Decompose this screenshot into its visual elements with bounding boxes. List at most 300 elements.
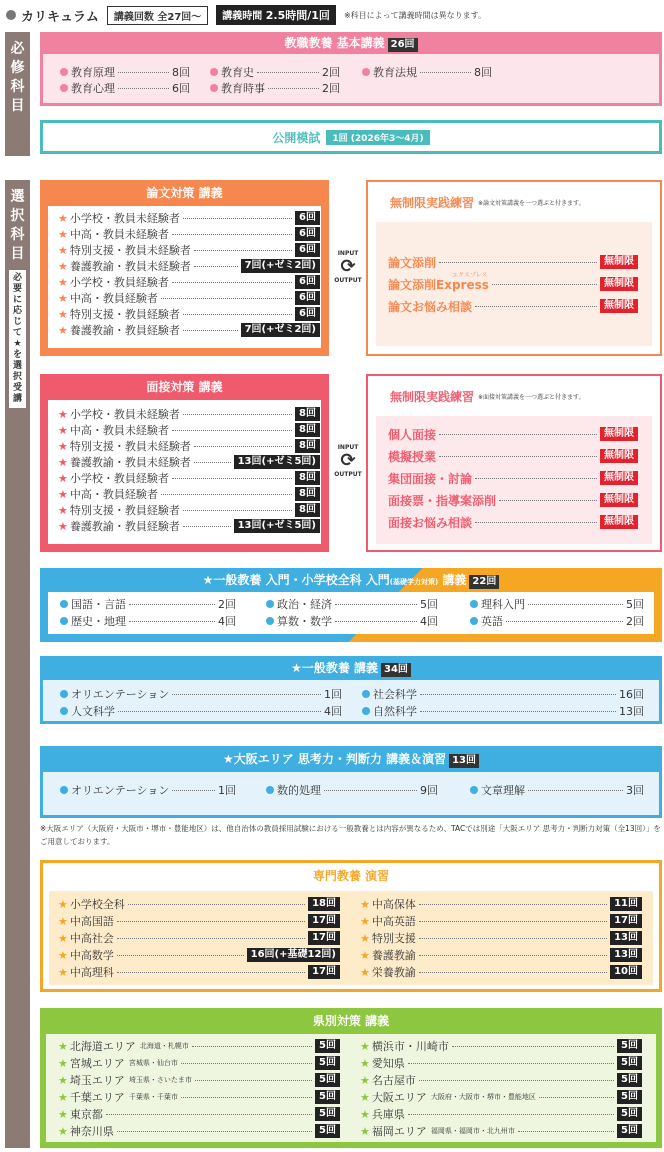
ken-item <box>58 1123 340 1139</box>
star-icon: ★ <box>360 1107 370 1121</box>
mogi-badge: 1回 (2026年3〜4月) <box>326 130 429 145</box>
star-icon: ★ <box>58 1090 68 1104</box>
star-icon: ★ <box>58 914 68 928</box>
leader-dots <box>335 621 417 622</box>
item-count: 無制限 <box>600 515 638 529</box>
leader-dots <box>172 282 292 283</box>
item-count: 5回 <box>617 1039 642 1053</box>
item-count: 8回 <box>295 439 320 453</box>
star-icon: ★ <box>58 243 68 257</box>
leader-dots <box>528 604 623 605</box>
star-icon: ★ <box>58 1039 68 1053</box>
item-count: 3回 <box>626 784 644 797</box>
ronbun-practice-title: 無制限実践練習 <box>390 196 475 210</box>
star-icon: ★ <box>58 948 68 962</box>
star-icon: ★ <box>360 914 370 928</box>
ronbun-item <box>58 226 320 242</box>
item-name: 個人面接 <box>388 427 437 442</box>
leader-dots <box>475 522 597 523</box>
item-name: 養護教諭・教員未経験者 <box>69 456 191 469</box>
ippan1-title2: 講義 <box>442 573 467 587</box>
item-count: 13回(+ゼミ5回) <box>234 519 320 533</box>
leader-dots <box>117 921 305 922</box>
leader-dots <box>183 218 292 219</box>
item-count: 18回 <box>308 897 340 911</box>
leader-dots <box>335 604 417 605</box>
ken-title: 県別対策 講義 <box>312 1014 390 1028</box>
item-name: 兵庫県 <box>371 1108 405 1121</box>
star-icon: ★ <box>58 227 68 241</box>
kyoshoku-item <box>210 64 340 80</box>
leader-dots <box>419 938 607 939</box>
item-name: 養護教諭 <box>371 949 416 962</box>
item-count: 1回 <box>218 784 236 797</box>
leader-dots <box>420 694 616 695</box>
ippan1-item <box>470 596 644 612</box>
item-name: 栄養教諭 <box>371 966 416 979</box>
mensetsu-practice-item <box>388 470 638 486</box>
mensetsu-title: 面接対策 講義 <box>40 374 329 400</box>
item-name: 愛知県 <box>371 1057 405 1070</box>
leader-dots <box>439 434 597 435</box>
express-ruby: エクスプレス <box>452 272 488 279</box>
star-icon: ★ <box>360 1056 370 1070</box>
star-icon: ★ <box>58 897 68 911</box>
mensetsu-practice-item <box>388 514 638 530</box>
item-count: 8回 <box>295 503 320 517</box>
item-sub: 埼玉県・さいたま市 <box>128 1076 192 1084</box>
ken-item <box>360 1123 642 1139</box>
item-count: 5回 <box>315 1107 340 1121</box>
star-icon: ★ <box>58 259 68 273</box>
star-icon: ★ <box>58 1107 68 1121</box>
kyoshoku-badge: 26回 <box>388 38 418 52</box>
item-count: 17回 <box>610 914 642 928</box>
item-count: 11回 <box>610 897 642 911</box>
item-count: 17回 <box>308 931 340 945</box>
input-output-icon: INPUT ⟳ OUTPUT <box>334 250 362 284</box>
bullet-icon <box>470 786 478 794</box>
ken-item <box>360 1106 642 1122</box>
ronbun-practice-item <box>388 276 638 292</box>
item-name: 面接お悩み相談 <box>388 515 473 530</box>
senmon-item <box>360 964 642 980</box>
item-name: 中高理科 <box>69 966 114 979</box>
item-name: 中高・教員経験者 <box>69 488 158 501</box>
item-name: 中高・教員未経験者 <box>69 424 169 437</box>
bullet-icon <box>6 10 16 20</box>
leader-dots <box>539 1097 614 1098</box>
ippan1-small: (基礎学力対策) <box>389 578 439 586</box>
item-count: 5回 <box>617 1107 642 1121</box>
item-count: 13回(+ゼミ5回) <box>234 455 320 469</box>
item-count: 8回 <box>295 423 320 437</box>
leader-dots <box>183 526 231 527</box>
leader-dots <box>194 446 292 447</box>
item-sub: 北海道・札幌市 <box>139 1042 189 1050</box>
bullet-icon <box>60 617 68 625</box>
item-name: 論文お悩み相談 <box>388 299 473 314</box>
item-name: 埼玉エリア <box>69 1074 125 1087</box>
leader-dots <box>129 621 215 622</box>
item-name: 人文科学 <box>71 705 115 718</box>
item-name: 神奈川県 <box>69 1125 114 1138</box>
ronbun-title: 論文対策 講義 <box>40 180 329 206</box>
star-icon: ★ <box>58 519 68 533</box>
item-name: 中高英語 <box>371 915 416 928</box>
item-count: 5回 <box>315 1039 340 1053</box>
item-name: 政治・経済 <box>277 598 332 611</box>
curriculum-header <box>6 6 486 24</box>
ken-item <box>58 1106 340 1122</box>
item-name: 大阪エリア <box>371 1091 427 1104</box>
item-name: 横浜市・川崎市 <box>371 1040 449 1053</box>
leader-dots <box>506 621 623 622</box>
mensetsu-practice-item <box>388 492 638 508</box>
item-name: 中高国語 <box>69 915 114 928</box>
ippan2-title: ★一般教養 講義 <box>291 661 378 675</box>
ronbun-item <box>58 242 320 258</box>
ken-item <box>58 1055 340 1071</box>
mensetsu-item <box>58 502 320 518</box>
leader-dots <box>419 955 607 956</box>
bullet-icon <box>60 707 68 715</box>
item-count: 8回 <box>295 487 320 501</box>
ronbun-item <box>58 258 320 274</box>
leader-dots <box>439 456 597 457</box>
ippan2-item <box>60 686 342 702</box>
leader-dots <box>181 1097 312 1098</box>
star-icon: ★ <box>58 439 68 453</box>
star-icon: ★ <box>58 423 68 437</box>
bullet-icon <box>362 707 370 715</box>
leader-dots <box>528 790 623 791</box>
bullet-icon <box>362 690 370 698</box>
leader-dots <box>195 1080 312 1081</box>
bullet-icon <box>60 690 68 698</box>
item-name: 模擬授業 <box>388 449 437 464</box>
osaka-title: ★大阪エリア 思考力・判断力 講義＆演習 <box>222 752 447 766</box>
item-count: 5回 <box>617 1124 642 1138</box>
curriculum-label: カリキュラム <box>21 9 99 25</box>
ippan1-item <box>60 596 236 612</box>
ippan2-item <box>362 703 644 719</box>
leader-dots <box>117 972 305 973</box>
item-count: 10回 <box>610 965 642 979</box>
ronbun-item <box>58 210 320 226</box>
senmon-item <box>58 896 340 912</box>
item-name: 教育心理 <box>71 82 115 95</box>
item-count: 2回 <box>322 66 340 79</box>
item-name: 中高・教員未経験者 <box>69 228 169 241</box>
item-name: 国語・言語 <box>71 598 126 611</box>
leader-dots <box>419 921 607 922</box>
item-count: 1回 <box>324 688 342 701</box>
ippan2-badge: 34回 <box>381 663 411 677</box>
item-count: 8回 <box>295 471 320 485</box>
ken-item <box>58 1072 340 1088</box>
bullet-icon <box>470 617 478 625</box>
item-count: 16回(+基礎12回) <box>247 948 340 962</box>
leader-dots <box>194 250 292 251</box>
mogi-section <box>40 120 662 154</box>
star-icon: ★ <box>58 931 68 945</box>
lecture-count-box: 講義回数 全27回〜 <box>107 6 208 25</box>
leader-dots <box>183 314 292 315</box>
item-count: 17回 <box>308 914 340 928</box>
senmon-item <box>58 930 340 946</box>
ronbun-practice-note: ※論文対策講義を一つ選ぶと付きます。 <box>478 200 585 207</box>
bullet-icon <box>470 600 478 608</box>
leader-dots <box>181 1063 312 1064</box>
leader-dots <box>194 266 238 267</box>
kyoshoku-item <box>210 80 340 96</box>
item-name: 特別支援・教員未経験者 <box>69 244 191 257</box>
star-icon: ★ <box>58 455 68 469</box>
item-count: 無制限 <box>600 277 638 291</box>
mensetsu-item <box>58 422 320 438</box>
star-icon: ★ <box>58 407 68 421</box>
bullet-icon <box>60 84 68 92</box>
star-icon: ★ <box>58 471 68 485</box>
ippan2-item <box>60 703 342 719</box>
item-count: 6回 <box>295 243 320 257</box>
star-icon: ★ <box>58 291 68 305</box>
item-name: 中高数学 <box>69 949 114 962</box>
kyoshoku-title: 教職教養 基本講義 <box>284 36 385 50</box>
star-icon: ★ <box>360 897 370 911</box>
item-sub: 福岡県・福岡市・北九州市 <box>430 1127 515 1135</box>
osaka-note: ※大阪エリア（大阪府・大阪市・堺市・豊能地区）は、他自治体の教員採用試験における一般教養とは内容が異なるため、TACでは別途「大阪エリア 思考力・判断力対策（全13回）」をご用意しております。 <box>40 824 661 846</box>
item-name: 特別支援・教員経験者 <box>69 504 180 517</box>
item-name: 特別支援・教員未経験者 <box>69 440 191 453</box>
leader-dots <box>172 234 292 235</box>
mensetsu-practice-title: 無制限実践練習 <box>390 390 475 404</box>
senmon-item <box>360 913 642 929</box>
kyoshoku-item <box>362 64 492 80</box>
item-count: 5回 <box>420 598 438 611</box>
item-name: 中高社会 <box>69 932 114 945</box>
item-count: 7回(+ゼミ2回) <box>241 259 320 273</box>
leader-dots <box>172 478 292 479</box>
leader-dots <box>420 711 616 712</box>
item-name: 歴史・地理 <box>71 615 126 628</box>
bullet-icon <box>210 84 218 92</box>
leader-dots <box>192 1046 312 1047</box>
bullet-icon <box>60 786 68 794</box>
star-icon: ★ <box>58 1056 68 1070</box>
bullet-icon <box>362 68 370 76</box>
osaka-item <box>266 782 438 798</box>
star-icon: ★ <box>360 965 370 979</box>
ronbun-practice-item <box>388 254 638 270</box>
leader-dots <box>183 414 292 415</box>
item-count: 5回 <box>617 1073 642 1087</box>
item-count: 13回 <box>610 948 642 962</box>
leader-dots <box>118 711 321 712</box>
item-name: 特別支援 <box>371 932 416 945</box>
mensetsu-practice-item <box>388 448 638 464</box>
item-count: 2回 <box>322 82 340 95</box>
item-count: 5回 <box>626 598 644 611</box>
item-name: 小学校・教員未経験者 <box>69 408 180 421</box>
item-count: 無制限 <box>600 255 638 269</box>
kyoshoku-item <box>60 64 190 80</box>
leader-dots <box>324 790 417 791</box>
item-name: 算数・数学 <box>277 615 332 628</box>
bullet-icon <box>60 68 68 76</box>
leader-dots <box>257 72 319 73</box>
item-count: 4回 <box>218 615 236 628</box>
star-icon: ★ <box>58 965 68 979</box>
item-count: 2回 <box>626 615 644 628</box>
star-icon: ★ <box>360 1124 370 1138</box>
ronbun-item <box>58 274 320 290</box>
star-icon: ★ <box>58 211 68 225</box>
item-name: 宮城エリア <box>69 1057 125 1070</box>
item-name: 理科入門 <box>481 598 525 611</box>
item-name: 千葉エリア <box>69 1091 125 1104</box>
item-name: 養護教諭・教員未経験者 <box>69 260 191 273</box>
item-count: 17回 <box>308 965 340 979</box>
leader-dots <box>117 1131 312 1132</box>
item-name: 名古屋市 <box>371 1074 416 1087</box>
item-count: 6回 <box>295 307 320 321</box>
leader-dots <box>419 972 607 973</box>
item-name: 養護教諭・教員経験者 <box>69 324 180 337</box>
star-icon: ★ <box>58 275 68 289</box>
item-name: 中高・教員経験者 <box>69 292 158 305</box>
item-count: 8回 <box>295 407 320 421</box>
ken-item <box>360 1089 642 1105</box>
leader-dots <box>419 904 607 905</box>
senmon-title: 専門教養 演習 <box>43 863 659 889</box>
leader-dots <box>128 904 305 905</box>
star-icon: ★ <box>58 1124 68 1138</box>
senmon-item <box>58 964 340 980</box>
ronbun-practice-item <box>388 298 638 314</box>
item-count: 4回 <box>324 705 342 718</box>
item-count: 2回 <box>218 598 236 611</box>
star-icon: ★ <box>58 323 68 337</box>
item-name: オリエンテーション <box>71 688 170 701</box>
ken-item <box>58 1038 340 1054</box>
ippan1-item <box>60 613 236 629</box>
item-count: 5回 <box>617 1090 642 1104</box>
mensetsu-item <box>58 406 320 422</box>
mensetsu-item <box>58 438 320 454</box>
ippan1-item <box>266 596 438 612</box>
item-count: 4回 <box>420 615 438 628</box>
item-count: 9回 <box>420 784 438 797</box>
star-icon: ★ <box>360 1073 370 1087</box>
item-sub: 宮城県・仙台市 <box>128 1059 178 1067</box>
item-count: 5回 <box>315 1124 340 1138</box>
item-name: 中高保体 <box>371 898 416 911</box>
item-name: 数的処理 <box>277 784 321 797</box>
item-name: 特別支援・教員経験者 <box>69 308 180 321</box>
leader-dots <box>161 494 292 495</box>
item-name: 論文添削Express <box>388 277 489 292</box>
bullet-icon <box>60 600 68 608</box>
star-icon: ★ <box>58 487 68 501</box>
star-icon: ★ <box>360 1090 370 1104</box>
leader-dots <box>439 262 597 263</box>
item-name: 教育史 <box>221 66 254 79</box>
item-name: 社会科学 <box>373 688 417 701</box>
leader-dots <box>268 88 319 89</box>
ippan1-item <box>470 613 644 629</box>
leader-dots <box>475 478 597 479</box>
leader-dots <box>172 694 321 695</box>
leader-dots <box>106 1114 312 1115</box>
osaka-badge: 13回 <box>449 754 479 768</box>
item-count: 6回 <box>295 227 320 241</box>
item-count: 無制限 <box>600 299 638 313</box>
item-count: 6回 <box>295 275 320 289</box>
item-name: 教育法規 <box>373 66 417 79</box>
star-icon: ★ <box>58 1073 68 1087</box>
leader-dots <box>452 1046 614 1047</box>
item-count: 8回 <box>474 66 492 79</box>
leader-dots <box>518 1131 614 1132</box>
ken-item <box>360 1038 642 1054</box>
item-name: 文章理解 <box>481 784 525 797</box>
ippan1-badge: 22回 <box>469 575 499 589</box>
leader-dots <box>408 1063 614 1064</box>
item-count: 7回(+ゼミ2回) <box>241 323 320 337</box>
item-count: 8回 <box>172 66 190 79</box>
leader-dots <box>475 306 597 307</box>
item-count: 13回 <box>619 705 644 718</box>
item-name: 小学校全科 <box>69 898 125 911</box>
item-name: 英語 <box>481 615 503 628</box>
time-note: ※科目によって講義時間は異なります。 <box>343 10 486 20</box>
lecture-time-box: 講義時間 2.5時間/1回 <box>216 5 336 25</box>
mensetsu-item <box>58 470 320 486</box>
leader-dots <box>419 1080 614 1081</box>
item-name: 北海道エリア <box>69 1040 136 1053</box>
star-icon: ★ <box>360 948 370 962</box>
leader-dots <box>172 430 292 431</box>
leader-dots <box>420 72 471 73</box>
item-name: 自然科学 <box>373 705 417 718</box>
item-name: 論文添削 <box>388 255 437 270</box>
leader-dots <box>194 462 231 463</box>
item-count: 6回 <box>295 211 320 225</box>
kyoshoku-item <box>60 80 190 96</box>
item-count: 無制限 <box>600 427 638 441</box>
senmon-item <box>360 947 642 963</box>
mogi-title: 公開模試 <box>272 130 321 145</box>
item-count: 13回 <box>610 931 642 945</box>
osaka-item <box>60 782 236 798</box>
elective-note: 必要に応じて★を選択受講 <box>9 270 26 408</box>
leader-dots <box>183 330 238 331</box>
bullet-icon <box>210 68 218 76</box>
item-sub: 大阪府・大阪市・堺市・豊能地区 <box>430 1093 536 1101</box>
item-count: 5回 <box>315 1056 340 1070</box>
ronbun-item <box>58 306 320 322</box>
star-icon: ★ <box>360 931 370 945</box>
item-name: 福岡エリア <box>371 1125 427 1138</box>
mensetsu-practice-note: ※面接対策講義を一つ選ぶと付きます。 <box>478 394 585 401</box>
senmon-item <box>58 947 340 963</box>
item-count: 16回 <box>619 688 644 701</box>
item-count: 6回 <box>295 291 320 305</box>
item-name: 集団面接・討論 <box>388 471 473 486</box>
item-count: 5回 <box>617 1056 642 1070</box>
